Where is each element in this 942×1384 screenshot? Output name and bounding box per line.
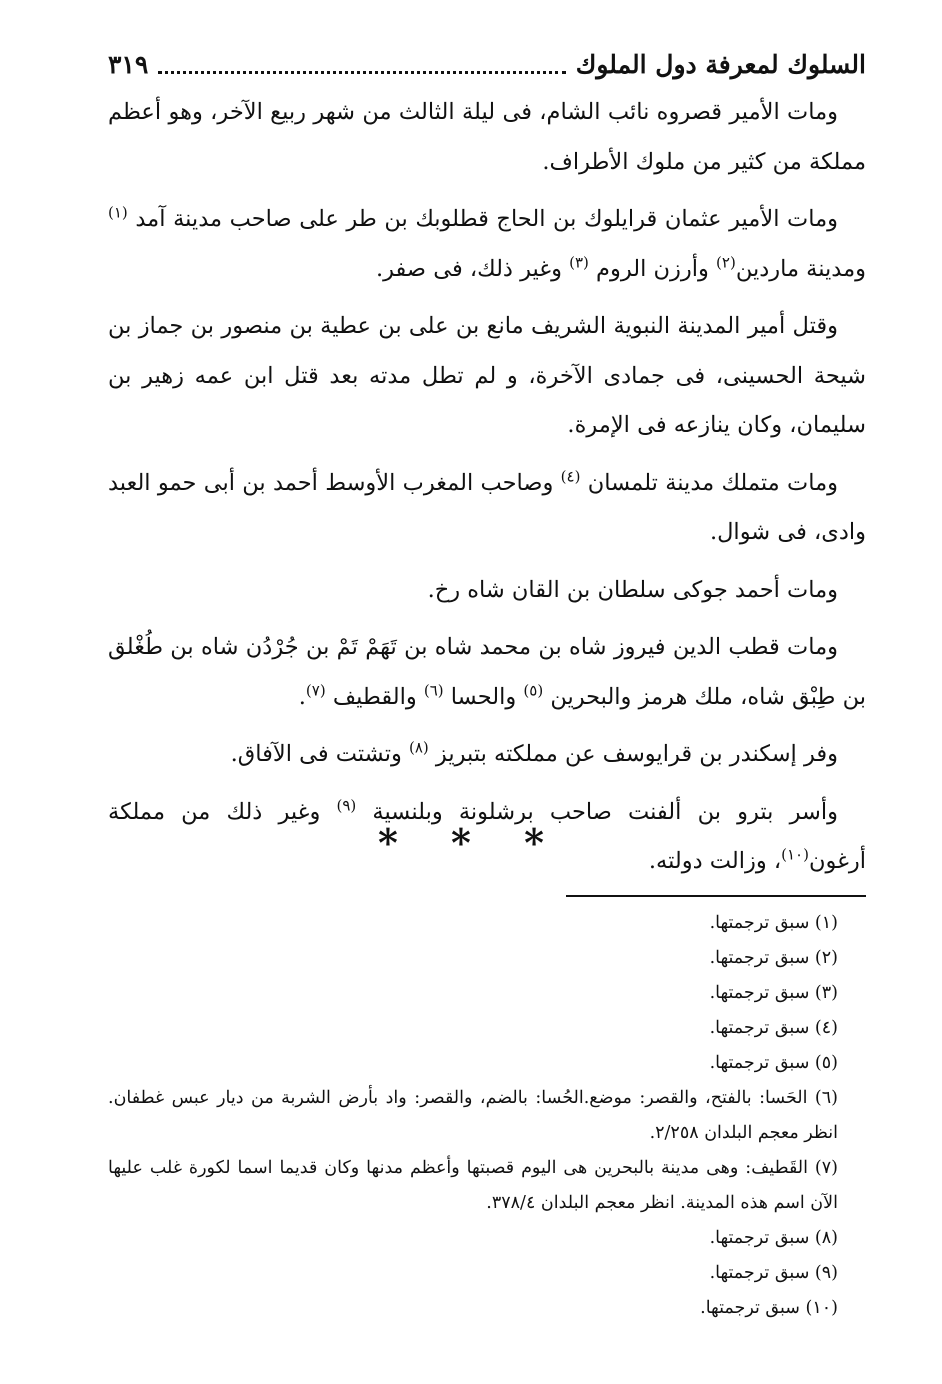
paragraph-text: وأرزن الروم — [588, 255, 717, 282]
footnote-marker: (١) — [108, 203, 128, 222]
paragraph-text: وغير ذلك، فى صفر. — [375, 255, 570, 282]
footnote: (١) سبق ترجمتها. — [709, 913, 838, 933]
paragraph-text: ومات الأمير قصروه نائب الشام، فى ليلة الثالث من شهر ربيع الآخر، وهو أعظم مملكة من كثير من ملوك الأطراف. — [108, 99, 866, 175]
footnote-marker: (٤) — [560, 467, 581, 485]
paragraph-text: ومدينة ماردين — [735, 255, 866, 282]
paragraph — [108, 459, 866, 558]
footnote: (٢) سبق ترجمتها. — [709, 948, 838, 968]
paragraph-text: ، وزالت دولته. — [648, 848, 782, 874]
running-header — [108, 44, 866, 84]
footnote: (٥) سبق ترجمتها. — [709, 1053, 838, 1073]
paragraph-text: . — [298, 683, 306, 710]
footnote-rule — [566, 895, 866, 897]
paragraph — [108, 566, 866, 616]
main-text — [108, 88, 866, 895]
paragraph — [108, 195, 866, 294]
footnote-marker: (٨) — [409, 738, 429, 757]
paragraph — [108, 623, 866, 722]
paragraph — [108, 302, 866, 451]
footnote: (١٠) سبق ترجمتها. — [700, 1298, 838, 1318]
footnote-marker: (٦) — [423, 681, 444, 699]
footnotes — [108, 906, 864, 1326]
page-number: ٣١٩ — [108, 49, 149, 79]
paragraph-text: وأسر بترو بن ألفنت صاحب برشلونة وبلنسية — [356, 798, 838, 825]
leader-dots — [158, 55, 565, 74]
footnote-marker: (٢) — [716, 253, 736, 271]
footnote: (٨) سبق ترجمتها. — [709, 1228, 838, 1248]
paragraph-text: ومات متملك مدينة تلمسان — [580, 469, 838, 496]
paragraph-text: وغير ذلك من مملكة أرغون — [108, 798, 866, 874]
paragraph-text: وفر إسكندر بن قرايوسف عن مملكته بتبريز — [428, 741, 838, 767]
footnote-marker: (٥) — [523, 681, 544, 699]
paragraph-text: والقطيف — [325, 683, 424, 710]
footnote: (٤) سبق ترجمتها. — [709, 1018, 838, 1038]
paragraph-text: وتشتت فى الآفاق. — [230, 741, 409, 767]
book-title: السلوك لمعرفة دول الملوك — [575, 49, 866, 79]
paragraph-text: ومات قطب الدين فيروز شاه بن محمد شاه بن تَهَمْ تَمْ بن جُرْدُن شاه بن طُغْلق بن طِبْق شاه، ملك هرمز والبحرين — [108, 634, 866, 710]
paragraph-text: ومات الأمير عثمان قرايلوك بن الحاج قطلوبك بن طر على صاحب مدينة آمد — [127, 206, 838, 232]
paragraph — [108, 88, 866, 187]
footnote: (٣) سبق ترجمتها. — [709, 983, 838, 1003]
footnote: (٩) سبق ترجمتها. — [709, 1263, 838, 1283]
footnote-marker: (٣) — [569, 253, 589, 271]
footnote: (٧) القَطيف: وهى مدينة بالبحرين هى اليوم قصبتها وأعظم مدنها وكان قديما اسما لكورة غلب عليها الآن اسم هذه المدينة. انظر معجم البلدان ٣٧٨/٤. — [108, 1158, 838, 1213]
paragraph-text: ومات أحمد جوكى سلطان بن القان شاه رخ. — [427, 576, 838, 603]
section-separator: * * * — [377, 820, 565, 865]
paragraph-text: وصاحب المغرب الأوسط أحمد بن أبى حمو العبد وادى، فى شوال. — [108, 469, 866, 545]
footnote-marker: (٧) — [305, 681, 326, 699]
footnote-marker: (١٠) — [781, 845, 809, 864]
footnote: (٦) الحَسا: بالفتح، والقصر: موضع.الحُسا: بالضم، والقصر: واد بأرض الشربة من ديار عبس غطفان. انظر معجم البلدان ٢/٢٥٨. — [108, 1088, 838, 1143]
footnote-marker: (٩) — [336, 796, 357, 814]
paragraph-text: والحسا — [443, 683, 524, 710]
paragraph-text: وقتل أمير المدينة النبوية الشريف مانع بن على بن عطية بن منصور بن جماز بن شيحة الحسينى، فى جمادى الآخرة، و لم تطل مدته بعد قتل ابن عمه زهير بن سليمان، وكان ينازعه فى الإمرة. — [108, 313, 866, 438]
paragraph — [108, 730, 866, 780]
